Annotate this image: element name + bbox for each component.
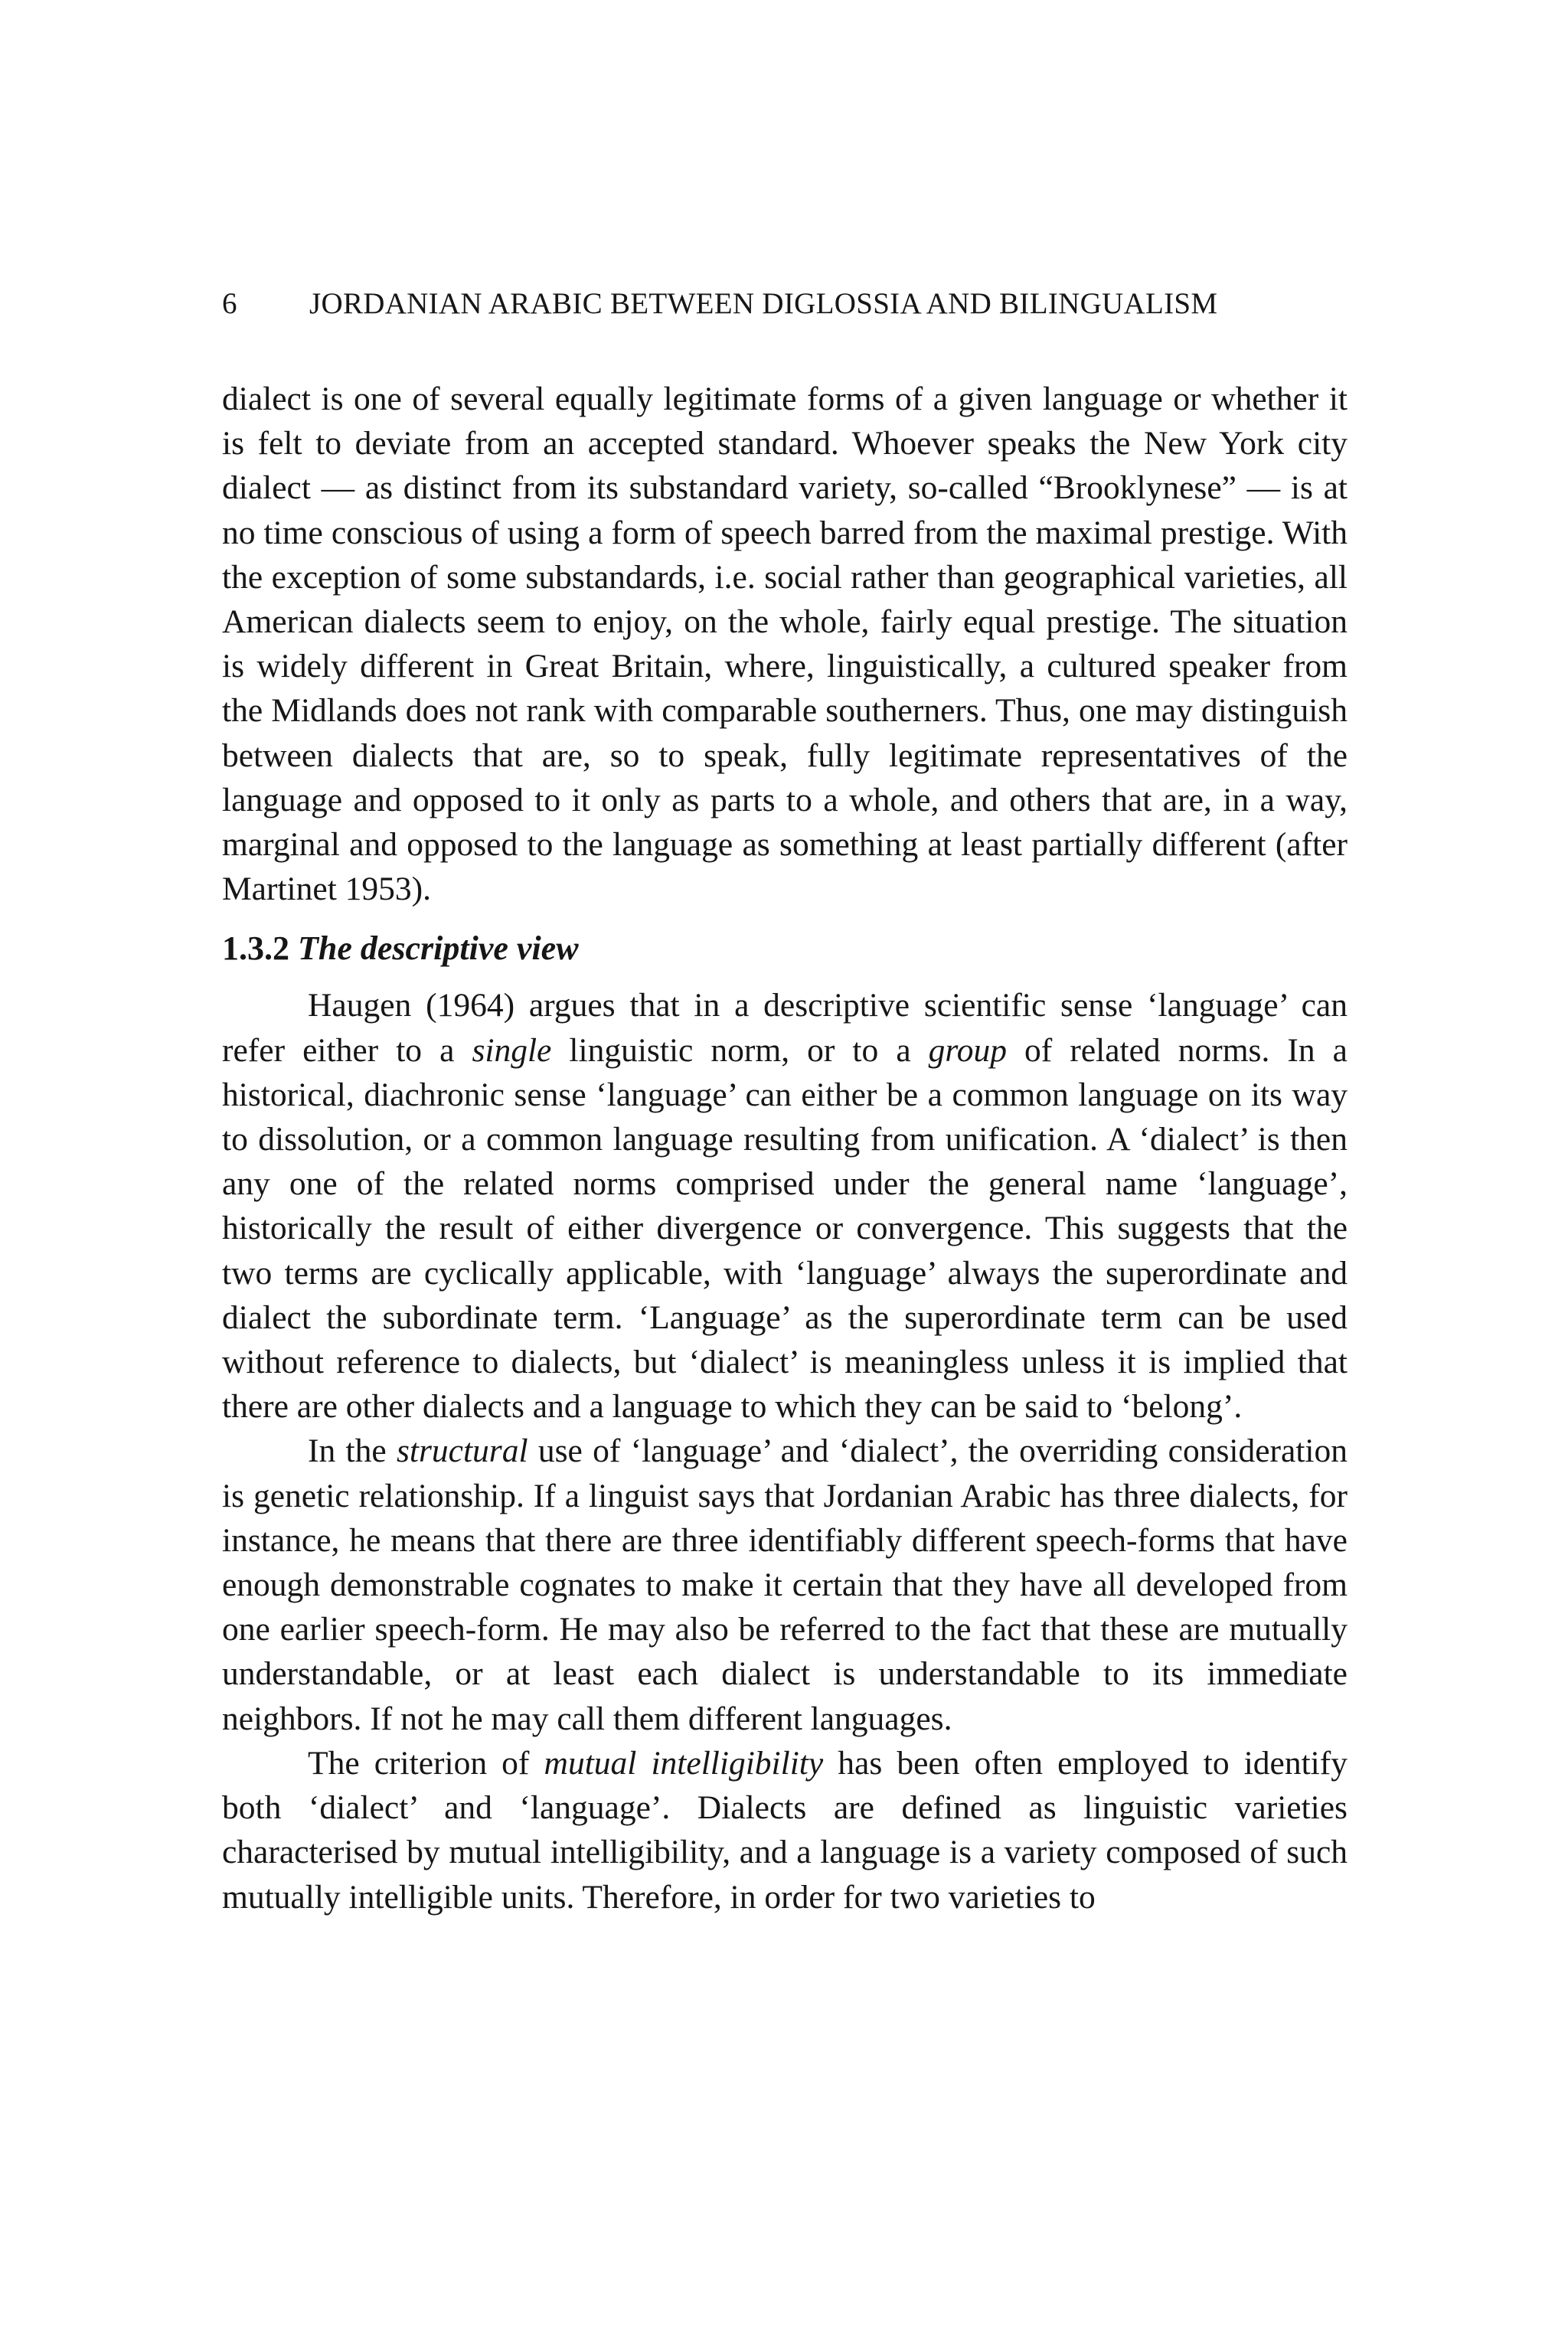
emphasis-text: mutual intelligibility	[544, 1744, 824, 1782]
section-heading	[222, 926, 1348, 971]
section-title: The descriptive view	[298, 929, 579, 968]
paragraph-text: of related norms. In a historical, diachronic sense ‘language’ can either be a common language on its way to dissolution, or a common language resulting from unification. A ‘dialect’ is then any one of the related norms comprised under the general name ‘language’, historically the result of either divergence or convergence. This suggests that the two terms are cyclically applicable, with ‘language’ always the superordinate and dialect the subordinate term. ‘Language’ as the superordinate term can be used without reference to dialects, but ‘dialect’ is meaningless unless it is implied that there are other dialects and a language to which they can be said to ‘belong’.	[222, 1031, 1348, 1426]
emphasis-text: single	[472, 1031, 552, 1069]
paragraph-haugen	[222, 983, 1348, 1429]
emphasis-text: group	[928, 1031, 1007, 1069]
paragraph-text: linguistic norm, or to a	[551, 1031, 929, 1069]
paragraph-continued: dialect is one of several equally legitimate forms of a given language or whether it is felt to deviate from an accepted standard. Whoever speaks the New York city dialect — as distinct from its substandard variety, so-called “Brooklynese” — is at no time conscious of using a form of speech barred from the maximal prestige. With the exception of some substandards, i.e. social rather than geographical varieties, all American dialects seem to enjoy, on the whole, fairly equal prestige. The situation is widely different in Great Britain, where, linguistically, a cultured speaker from the Midlands does not rank with comparable southerners. Thus, one may distinguish between dialects that are, so to speak, fully legitimate representatives of the language and opposed to it only as parts to a whole, and others that are, in a way, marginal and opposed to the language as something at least partially different (after Martinet 1953).	[222, 381, 1348, 908]
running-title: JORDANIAN ARABIC BETWEEN DIGLOSSIA AND BILINGUALISM	[309, 287, 1218, 320]
paragraph-structural	[222, 1429, 1348, 1740]
emphasis-text: structural	[396, 1432, 528, 1470]
paragraph-text: use of ‘language’ and ‘dialect’, the overriding consideration is genetic relationship. If a linguist says that Jordanian Arabic has three dialects, for instance, he means that there are three identifiably different speech-forms that have enough demonstrable cognates to make it certain that they have all developed from one earlier speech-form. He may also be referred to the fact that these are mutually understandable, or at least each dialect is understandable to its immediate neighbors. If not he may call them different languages.	[222, 1432, 1348, 1737]
paragraph-text: has been often employed to identify both ‘dialect’ and ‘language’. Dialects are defined as linguistic varieties characterised by mutual intelligibility, and a language is a variety composed of such mutually intelligible units. Therefore, in order for two varieties to	[222, 1744, 1348, 1916]
paragraph-text: In the	[308, 1432, 397, 1470]
paragraph-text: Haugen (1964) argues that in a descriptive scientific sense ‘language’ can refer either to a	[222, 987, 1348, 1069]
section-number: 1.3.2	[222, 929, 289, 968]
paragraph-intelligibility	[222, 1741, 1348, 1919]
running-header	[222, 286, 1355, 332]
page-number: 6	[222, 287, 237, 320]
body-text	[222, 377, 1348, 1919]
paragraph-text: The criterion of	[308, 1744, 544, 1782]
